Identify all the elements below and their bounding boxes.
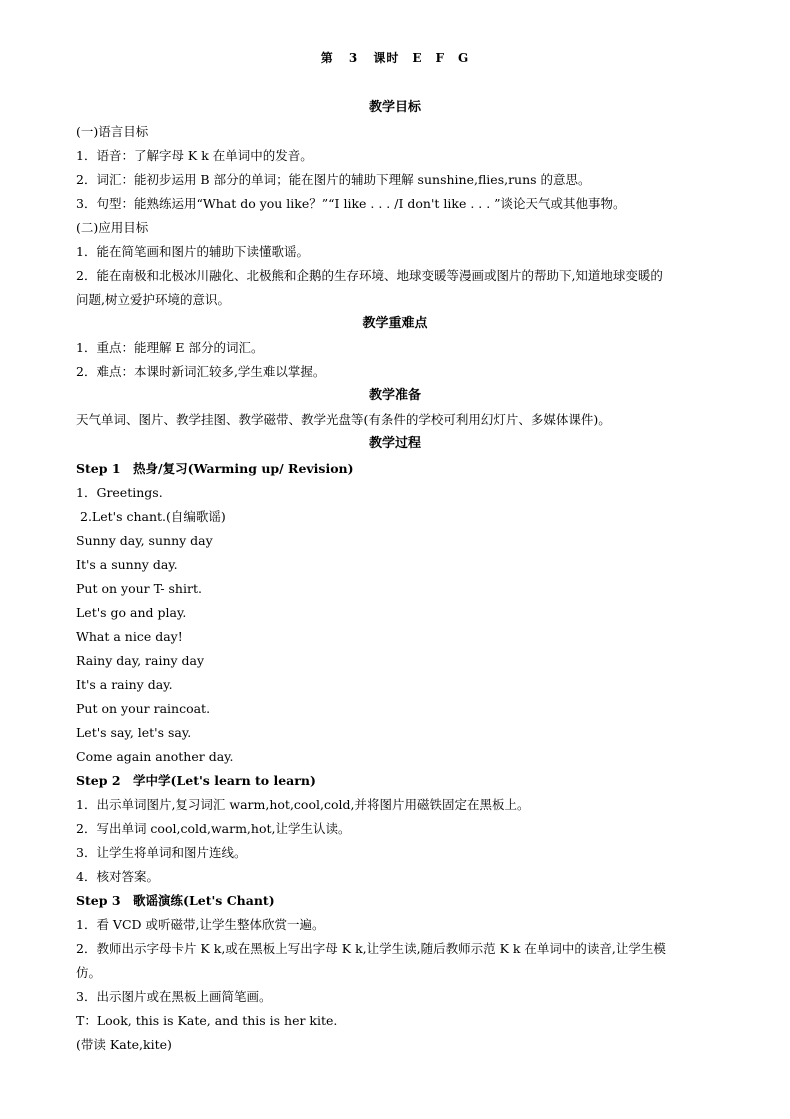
text-line: T：Look, this is Kate, and this is her kite.: [76, 1013, 338, 1028]
text-line: Rainy day, rainy day: [76, 653, 205, 668]
text-line: 天气单词、图片、教学挂图、教学磁带、教学光盘等(有条件的学校可利用幻灯片、多媒体课件)。: [76, 412, 611, 427]
text-line: 1．语音：了解字母 K k 在单词中的发音。: [76, 148, 313, 163]
section-heading: 教学过程: [368, 436, 421, 451]
text-line: It's a rainy day.: [76, 677, 173, 692]
text-line: Step 1 热身/复习(Warming up/ Revision): [76, 461, 354, 476]
text-line: 2．难点：本课时新词汇较多,学生难以掌握。: [76, 364, 326, 379]
text-line: 1．重点：能理解 E 部分的词汇。: [76, 340, 264, 355]
text-line: 2．能在南极和北极冰川融化、北极熊和企鹅的生存环境、地球变暖等漫画或图片的帮助下,知道地球变暖的: [76, 268, 663, 283]
text-line: 3．出示图片或在黑板上画简笔画。: [76, 989, 272, 1004]
text-line: (带读 Kate,kite): [76, 1037, 172, 1052]
text-line: Step 2 学中学(Let's learn to learn): [76, 773, 316, 788]
text-line: 4．核对答案。: [76, 869, 159, 884]
section-heading: 教学重难点: [362, 316, 428, 331]
text-line: 2．教师出示字母卡片 K k,或在黑板上写出字母 K k,让学生读,随后教师示范 K k 在单词中的读音,让学生模: [76, 941, 666, 956]
text-line: Let's go and play.: [76, 605, 187, 620]
text-line: 仿。: [76, 965, 102, 980]
text-line: Let's say, let's say.: [76, 725, 192, 740]
text-line: 2.Let's chant.(自编歌谣): [80, 509, 226, 524]
text-line: Put on your T- shirt.: [76, 581, 202, 596]
section-heading: 教学准备: [368, 388, 421, 403]
text-line: (一)语言目标: [76, 124, 149, 139]
text-line: Put on your raincoat.: [76, 701, 211, 716]
text-line: Sunny day, sunny day: [76, 533, 213, 548]
text-line: 问题,树立爱护环境的意识。: [76, 292, 230, 307]
text-line: 1．看 VCD 或听磁带,让学生整体欣赏一遍。: [76, 917, 325, 932]
section-heading: 教学目标: [368, 100, 421, 115]
text-line: It's a sunny day.: [76, 557, 178, 572]
text-line: What a nice day!: [76, 629, 183, 644]
text-line: Come again another day.: [76, 749, 234, 764]
text-line: (二)应用目标: [76, 220, 149, 235]
text-line: 3．让学生将单词和图片连线。: [76, 845, 247, 860]
text-line: 1．出示单词图片,复习词汇 warm,hot,cool,cold,并将图片用磁铁固定在黑板上。: [76, 797, 530, 812]
text-line: 3．句型：能熟练运用“What do you like？”“I like . . . /I don't like . . . ”谈论天气或其他事物。: [76, 196, 626, 211]
text-line: 1．能在简笔画和图片的辅助下读懂歌谣。: [76, 244, 309, 259]
text-line: 1．Greetings.: [76, 485, 163, 500]
text-line: 2．写出单词 cool,cold,warm,hot,让学生认读。: [76, 821, 351, 836]
text-line: Step 3 歌谣演练(Let's Chant): [76, 893, 275, 908]
page-header: 第 3 课时 E F G: [320, 51, 470, 65]
text-line: 2．词汇：能初步运用 B 部分的单词；能在图片的辅助下理解 sunshine,flies,runs 的意思。: [76, 172, 591, 187]
